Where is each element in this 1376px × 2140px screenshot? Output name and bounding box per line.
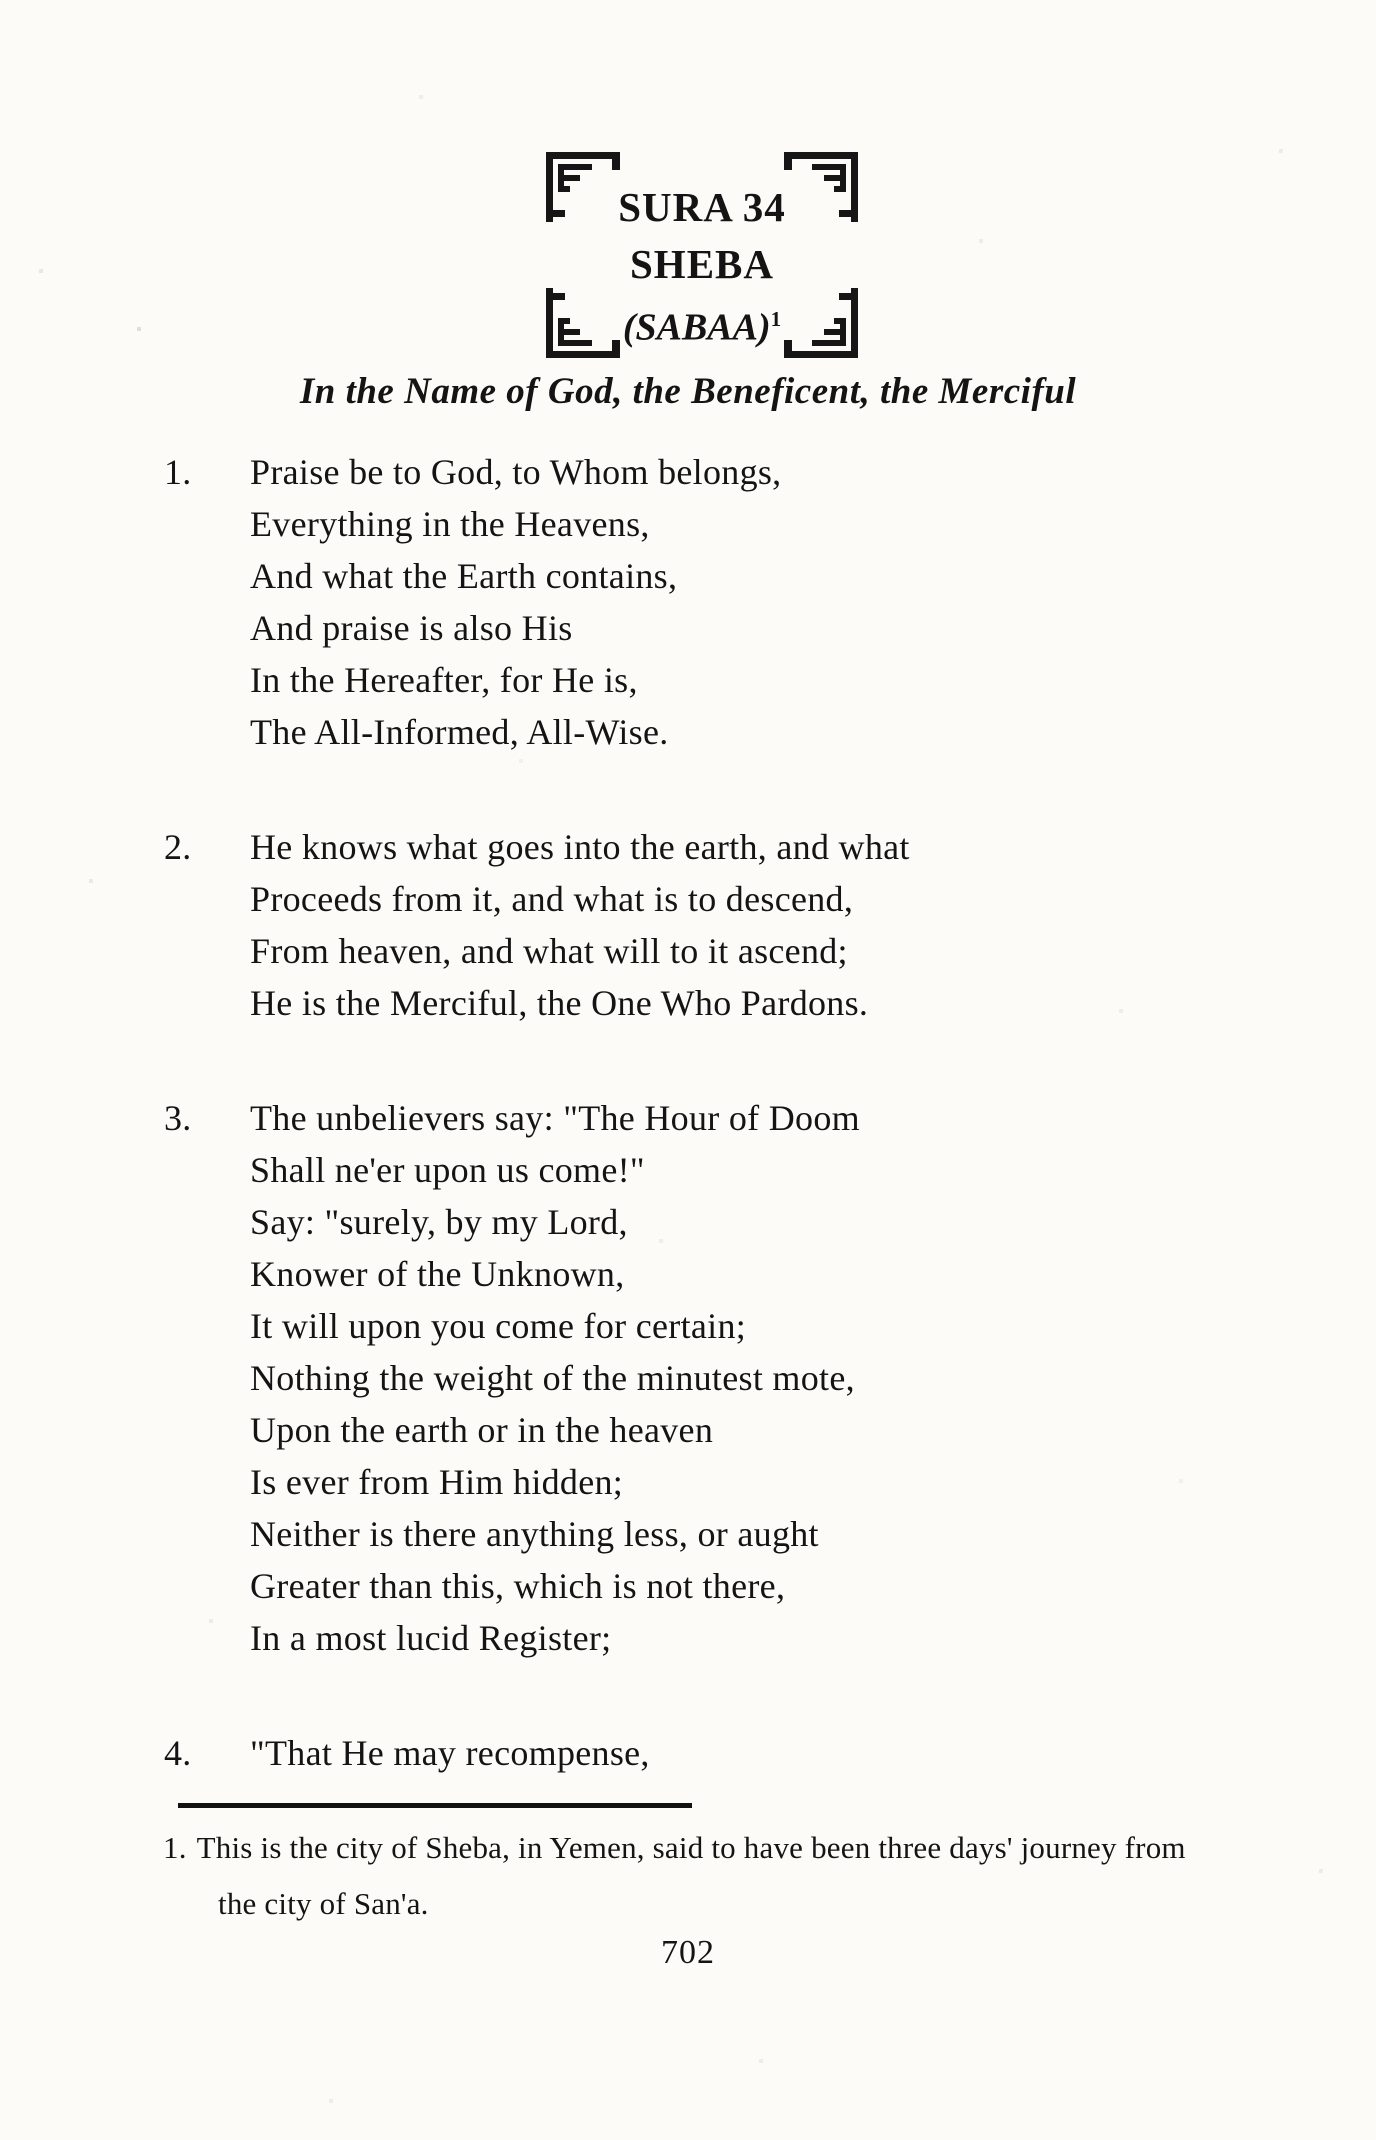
verse-number: 4. — [164, 1733, 192, 1773]
corner-ornament-icon — [546, 288, 624, 358]
verse-line: And what the Earth contains, — [250, 556, 678, 596]
title-block — [552, 150, 852, 358]
verse-line: The All-Informed, All-Wise. — [250, 712, 669, 752]
verse-line: In the Hereafter, for He is, — [250, 660, 638, 700]
footnote-divider — [178, 1803, 692, 1808]
verse-lines — [250, 446, 781, 758]
verse-line: In a most lucid Register; — [250, 1618, 612, 1658]
corner-ornament-icon — [780, 288, 858, 358]
footnote-marker: 1. — [163, 1830, 187, 1865]
verse-line: Greater than this, which is not there, — [250, 1566, 786, 1606]
sura-number-title: SURA 34 — [618, 184, 786, 230]
verse-line: The unbelievers say: "The Hour of Doom — [250, 1098, 860, 1138]
footnote-line: the city of San'a. — [218, 1886, 429, 1921]
verse-line: Is ever from Him hidden; — [250, 1462, 624, 1502]
footnote-reference: 1 — [770, 307, 782, 331]
corner-ornament-icon — [546, 152, 624, 222]
verse-line: Knower of the Unknown, — [250, 1254, 625, 1294]
footnote-text: This is the city of Sheba, in Yemen, said to have been three days' journey from — [196, 1830, 1186, 1865]
verse-line: And praise is also His — [250, 608, 573, 648]
verse-lines — [250, 1092, 860, 1664]
transliteration-text: (SABAA) — [622, 306, 771, 349]
verse-lines — [250, 1727, 650, 1779]
verse-line: He is the Merciful, the One Who Pardons. — [250, 983, 869, 1023]
verse-1 — [0, 446, 1376, 758]
page-number: 702 — [661, 1934, 715, 1971]
verse-3 — [0, 1092, 1376, 1664]
verse-line: Neither is there anything less, or aught — [250, 1514, 819, 1554]
verse-line: From heaven, and what will to it ascend; — [250, 931, 848, 971]
corner-ornament-icon — [780, 152, 858, 222]
verse-number: 3. — [164, 1098, 192, 1138]
verse-line: Upon the earth or in the heaven — [250, 1410, 714, 1450]
verse-line: Shall ne'er upon us come!" — [250, 1150, 645, 1190]
verse-line: Praise be to God, to Whom belongs, — [250, 452, 782, 492]
verse-lines — [250, 821, 910, 1029]
verse-line: It will upon you come for certain; — [250, 1306, 747, 1346]
footnote-line — [163, 1820, 1303, 1876]
verse-2 — [0, 821, 1376, 1029]
verse-line: Say: "surely, by my Lord, — [250, 1202, 628, 1242]
bismillah-line: In the Name of God, the Beneficent, the Merciful — [299, 371, 1077, 412]
verse-line: Proceeds from it, and what is to descend, — [250, 879, 854, 919]
verse-number: 1. — [164, 452, 192, 492]
footnote — [163, 1820, 1303, 1932]
scan-noise — [0, 0, 2, 2]
verse-4 — [0, 1727, 1376, 1779]
verse-line: Everything in the Heavens, — [250, 504, 650, 544]
verse-line: He knows what goes into the earth, and what — [250, 827, 910, 867]
verses — [0, 446, 1376, 1842]
verse-line: "That He may recompense, — [250, 1733, 650, 1773]
sura-name-title: SHEBA — [630, 241, 774, 287]
verse-line: Nothing the weight of the minutest mote, — [250, 1358, 855, 1398]
verse-number: 2. — [164, 827, 192, 867]
